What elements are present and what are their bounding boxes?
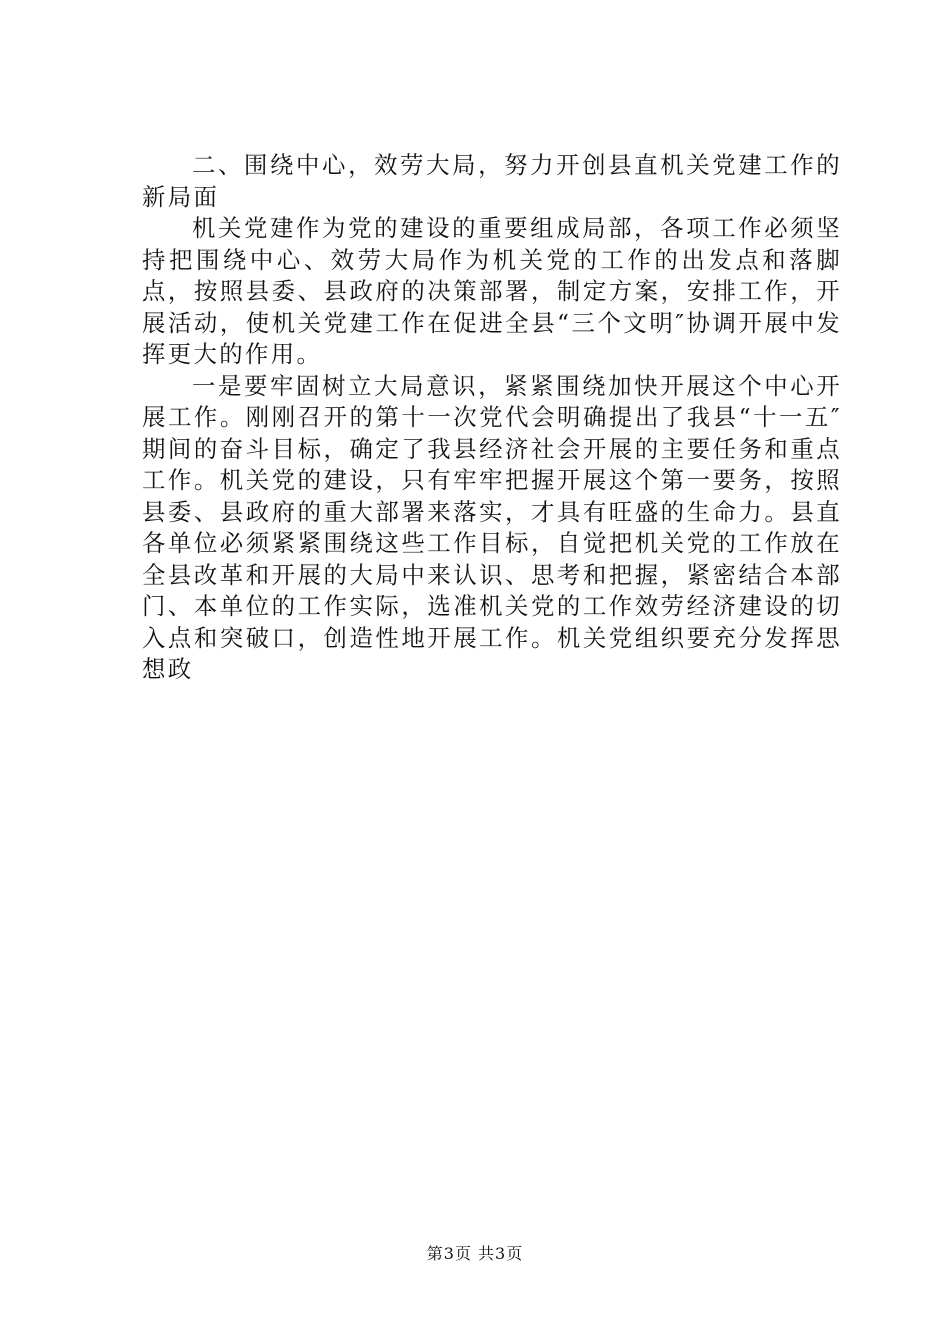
body-paragraph: 机关党建作为党的建设的重要组成局部，各项工作必须坚持把围绕中心、效劳大局作为机关党的工作的出发点和落脚点，按照县委、县政府的决策部署，制定方案，安排工作，开展活动，使机关党建工作在促进全县“三个文明″协调开展中发挥更大的作用。 bbox=[142, 214, 842, 368]
body-paragraph: 一是要牢固树立大局意识，紧紧围绕加快开展这个中心开展工作。刚刚召开的第十一次党代会明确提出了我县“十一五″期间的奋斗目标，确定了我县经济社会开展的主要任务和重点工作。机关党的建设，只有牢牢把握开展这个第一要务，按照县委、县政府的重大部署来落实，才具有旺盛的生命力。县直各单位必须紧紧围绕这些工作目标，自觉把机关党的工作放在全县改革和开展的大局中来认识、思考和把握，紧密结合本部门、本单位的工作实际，选准机关党的工作效劳经济建设的切入点和突破口，创造性地开展工作。机关党组织要充分发挥思想政 bbox=[142, 371, 842, 683]
section-heading-paragraph: 二、围绕中心，效劳大局，努力开创县直机关党建工作的新局面 bbox=[142, 151, 842, 211]
page-number-footer: 第3页 共3页 bbox=[426, 1244, 524, 1263]
document-body bbox=[142, 150, 842, 686]
